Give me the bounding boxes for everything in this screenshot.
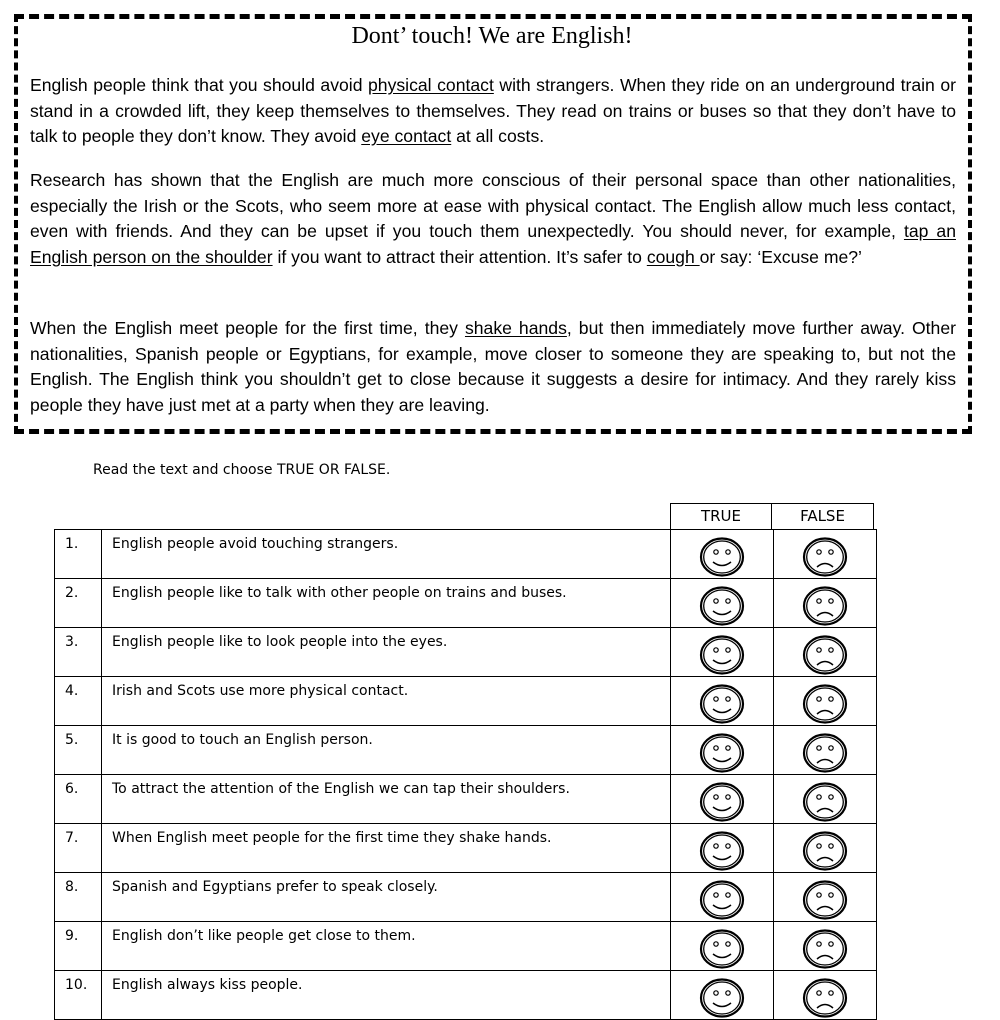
question-row <box>55 579 877 628</box>
false-option[interactable] <box>774 628 877 677</box>
question-number: 10. <box>55 971 102 1020</box>
question-number: 3. <box>55 628 102 677</box>
question-number: 6. <box>55 775 102 824</box>
question-statement: English people like to look people into the eyes. <box>102 628 671 677</box>
underlined-phrase: shake hands <box>464 318 567 338</box>
true-option[interactable] <box>671 530 774 579</box>
instruction: Read the text and choose TRUE OR FALSE. <box>93 462 391 478</box>
question-statement: English don’t like people get close to them. <box>102 922 671 971</box>
false-option[interactable] <box>774 824 877 873</box>
question-number: 1. <box>55 530 102 579</box>
true-option[interactable] <box>671 824 774 873</box>
question-row <box>55 530 877 579</box>
happy-face-icon[interactable] <box>671 830 773 872</box>
question-statement: English people like to talk with other people on trains and buses. <box>102 579 671 628</box>
question-statement: Spanish and Egyptians prefer to speak closely. <box>102 873 671 922</box>
sad-face-icon[interactable] <box>774 585 876 627</box>
paragraph-2 <box>30 168 956 270</box>
false-column-header: FALSE <box>771 503 874 529</box>
true-column-header: TRUE <box>670 503 772 529</box>
happy-face-icon[interactable] <box>671 879 773 921</box>
false-option[interactable] <box>774 677 877 726</box>
true-option[interactable] <box>671 579 774 628</box>
true-option[interactable] <box>671 677 774 726</box>
page-title: Dont’ touch! We are English! <box>351 23 633 49</box>
question-number: 2. <box>55 579 102 628</box>
question-row <box>55 873 877 922</box>
paragraph-text: at all costs. <box>451 126 545 147</box>
sad-face-icon[interactable] <box>774 928 876 970</box>
sad-face-icon[interactable] <box>774 977 876 1019</box>
true-option[interactable] <box>671 922 774 971</box>
question-statement: English people avoid touching strangers. <box>102 530 671 579</box>
underlined-phrase: eye contact <box>361 126 452 147</box>
question-number: 7. <box>55 824 102 873</box>
question-row <box>55 824 877 873</box>
question-number: 9. <box>55 922 102 971</box>
paragraph-text: , but then immediately move further away. Other nationalities, Spanish people or Egyptians, for example, move closer to someone they are speaking to, but not the English. The English think you shouldn’t get to close because it suggests a desire for intimacy. And they rarely kiss people they have just met at a party when they are leaving. <box>30 318 956 415</box>
false-option[interactable] <box>774 775 877 824</box>
question-statement: Irish and Scots use more physical contact. <box>102 677 671 726</box>
question-row <box>55 922 877 971</box>
paragraph-text: Research has shown that the English are much more conscious of their personal space than other nationalities, especially the Irish or the Scots, who seem more at ease with physical contact. The English allow much less contact, even with friends. And they can be upset if you touch them unexpectedly. You should never, for example, <box>30 170 956 242</box>
true-option[interactable] <box>671 628 774 677</box>
question-statement: When English meet people for the first time they shake hands. <box>102 824 671 873</box>
question-statement: It is good to touch an English person. <box>102 726 671 775</box>
false-option[interactable] <box>774 922 877 971</box>
question-number: 4. <box>55 677 102 726</box>
false-option[interactable] <box>774 971 877 1020</box>
paragraph-text: if you want to attract their attention. It’s safer to <box>272 246 647 267</box>
sad-face-icon[interactable] <box>774 732 876 774</box>
happy-face-icon[interactable] <box>671 634 773 676</box>
question-number: 8. <box>55 873 102 922</box>
question-statement: To attract the attention of the English we can tap their shoulders. <box>102 775 671 824</box>
sad-face-icon[interactable] <box>774 634 876 676</box>
paragraph-text: English people think that you should avoid <box>30 75 369 95</box>
true-option[interactable] <box>671 971 774 1020</box>
underlined-phrase: physical contact <box>368 75 494 95</box>
false-option[interactable] <box>774 530 877 579</box>
underlined-phrase: tap an English person on the shoulder <box>30 221 956 267</box>
true-option[interactable] <box>671 726 774 775</box>
question-statement: English always kiss people. <box>102 971 671 1020</box>
happy-face-icon[interactable] <box>671 585 773 627</box>
question-row <box>55 677 877 726</box>
question-number: 5. <box>55 726 102 775</box>
sad-face-icon[interactable] <box>774 781 876 823</box>
false-option[interactable] <box>774 579 877 628</box>
question-row <box>55 628 877 677</box>
true-option[interactable] <box>671 775 774 824</box>
happy-face-icon[interactable] <box>671 781 773 823</box>
paragraph-text: with strangers. When they ride on an underground train or stand in a crowded lift, they keep themselves to themselves. They read on trains or buses so that they don’t have to talk to people they don’t know. They avoid <box>30 75 956 147</box>
sad-face-icon[interactable] <box>774 879 876 921</box>
sad-face-icon[interactable] <box>774 536 876 578</box>
false-option[interactable] <box>774 726 877 775</box>
happy-face-icon[interactable] <box>671 977 773 1019</box>
sad-face-icon[interactable] <box>774 683 876 725</box>
true-option[interactable] <box>671 873 774 922</box>
question-row <box>55 775 877 824</box>
paragraph-text: or say: ‘Excuse me?’ <box>699 246 862 267</box>
question-row <box>55 971 877 1020</box>
sad-face-icon[interactable] <box>774 830 876 872</box>
happy-face-icon[interactable] <box>671 536 773 578</box>
happy-face-icon[interactable] <box>671 732 773 774</box>
paragraph-3 <box>30 316 956 418</box>
paragraph-text: When the English meet people for the first time, they <box>30 318 465 338</box>
underlined-phrase: cough <box>646 246 700 267</box>
question-row <box>55 726 877 775</box>
happy-face-icon[interactable] <box>671 928 773 970</box>
paragraph-1 <box>30 73 956 150</box>
questions-table <box>54 529 877 1020</box>
false-option[interactable] <box>774 873 877 922</box>
happy-face-icon[interactable] <box>671 683 773 725</box>
